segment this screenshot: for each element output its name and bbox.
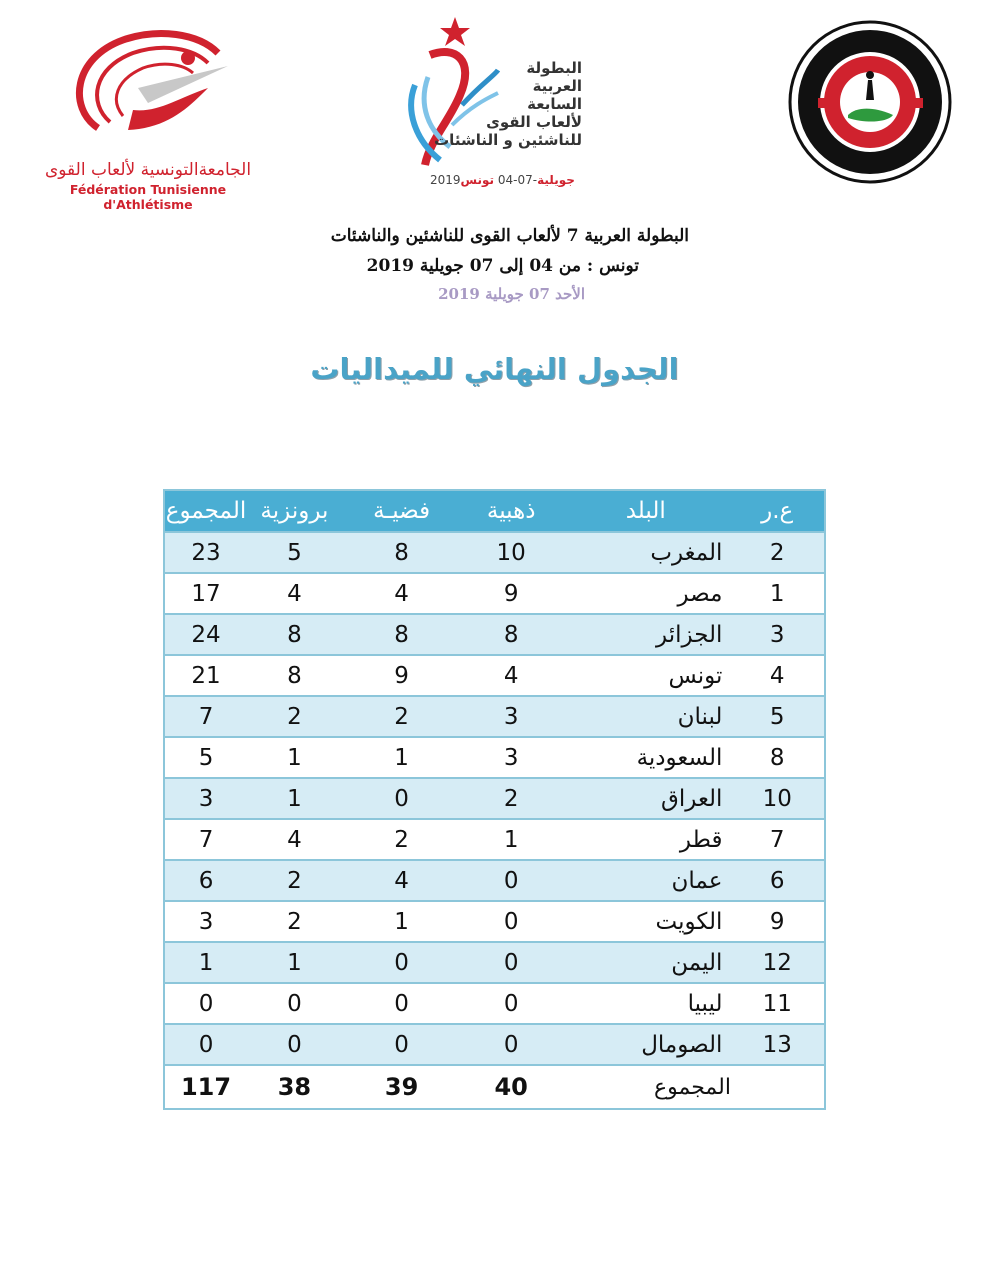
- cell-total: 6: [164, 860, 247, 901]
- cell-total: 7: [164, 819, 247, 860]
- cell-gold: 8: [461, 614, 561, 655]
- cell-gold: 9: [461, 573, 561, 614]
- arab-athletics-union-seal-icon: [788, 20, 953, 185]
- event-line-2: العربية: [532, 77, 582, 95]
- event-line-4: لألعاب القوى: [486, 113, 582, 131]
- table-row: [164, 983, 825, 1024]
- cell-bronze: 0: [247, 1024, 342, 1065]
- cell-total: 17: [164, 573, 247, 614]
- cell-rank: 13: [730, 1024, 825, 1065]
- cell-bronze: 2: [247, 696, 342, 737]
- table-row: [164, 655, 825, 696]
- cell-country: ليبيا: [561, 983, 730, 1024]
- cell-total: 3: [164, 778, 247, 819]
- table-row: [164, 696, 825, 737]
- logo-bar: [0, 0, 989, 210]
- header-silver: فضيـة: [342, 490, 462, 532]
- event-date-days: -07-04: [497, 173, 538, 187]
- event-line-5: للناشئين و الناشئات: [434, 131, 582, 149]
- totals-silver: 39: [342, 1065, 462, 1109]
- cell-country: الكويت: [561, 901, 730, 942]
- cell-silver: 1: [342, 737, 462, 778]
- totals-row: [164, 1065, 825, 1109]
- totals-bronze: 38: [247, 1065, 342, 1109]
- event-line-3: السابعة: [527, 95, 582, 113]
- event-line-1: البطولة: [526, 59, 582, 77]
- cell-bronze: 8: [247, 655, 342, 696]
- table-row: [164, 942, 825, 983]
- table-row: [164, 614, 825, 655]
- cell-gold: 1: [461, 819, 561, 860]
- header-line-1: البطولة العربية 7 لألعاب القوى للناشئين والناشئات: [330, 226, 689, 246]
- cell-rank: 9: [730, 901, 825, 942]
- cell-silver: 0: [342, 778, 462, 819]
- cell-gold: 0: [461, 901, 561, 942]
- cell-total: 23: [164, 532, 247, 573]
- cell-total: 5: [164, 737, 247, 778]
- event-date-month: جويلية: [537, 173, 575, 187]
- cell-rank: 1: [730, 573, 825, 614]
- federation-logo: [28, 18, 268, 212]
- cell-gold: 2: [461, 778, 561, 819]
- federation-name-ar: الجامعةالتونسية لألعاب القوى: [44, 160, 252, 180]
- cell-country: اليمن: [561, 942, 730, 983]
- cell-silver: 0: [342, 983, 462, 1024]
- header-bronze: برونزية: [247, 490, 342, 532]
- cell-silver: 0: [342, 1024, 462, 1065]
- cell-country: قطر: [561, 819, 730, 860]
- cell-country: لبنان: [561, 696, 730, 737]
- cell-bronze: 5: [247, 532, 342, 573]
- cell-total: 0: [164, 983, 247, 1024]
- cell-gold: 4: [461, 655, 561, 696]
- cell-total: 24: [164, 614, 247, 655]
- table-row: [164, 1024, 825, 1065]
- cell-country: الجزائر: [561, 614, 730, 655]
- cell-gold: 0: [461, 983, 561, 1024]
- cell-rank: 8: [730, 737, 825, 778]
- cell-rank: 11: [730, 983, 825, 1024]
- header-country: البلد: [561, 490, 730, 532]
- cell-gold: 0: [461, 860, 561, 901]
- cell-bronze: 2: [247, 860, 342, 901]
- table-row: [164, 532, 825, 573]
- cell-country: الصومال: [561, 1024, 730, 1065]
- cell-country: المغرب: [561, 532, 730, 573]
- cell-bronze: 4: [247, 819, 342, 860]
- federation-name-fr: Fédération Tunisienne d'Athlétisme: [69, 182, 227, 212]
- cell-rank: 10: [730, 778, 825, 819]
- cell-country: السعودية: [561, 737, 730, 778]
- cell-country: العراق: [561, 778, 730, 819]
- event-date-year: 2019: [430, 173, 461, 187]
- page-title: الجدول النهائي للميداليات: [310, 352, 679, 386]
- cell-bronze: 1: [247, 778, 342, 819]
- cell-bronze: 8: [247, 614, 342, 655]
- star-runner-icon: [400, 15, 500, 175]
- cell-country: عمان: [561, 860, 730, 901]
- cell-silver: 4: [342, 573, 462, 614]
- cell-bronze: 1: [247, 942, 342, 983]
- cell-country: مصر: [561, 573, 730, 614]
- header-date-line: الأحد 07 جويلية 2019: [438, 285, 585, 303]
- cell-silver: 0: [342, 942, 462, 983]
- cell-gold: 0: [461, 1024, 561, 1065]
- table-row: [164, 573, 825, 614]
- cell-rank: 3: [730, 614, 825, 655]
- cell-total: 21: [164, 655, 247, 696]
- cell-total: 0: [164, 1024, 247, 1065]
- cell-silver: 9: [342, 655, 462, 696]
- table-row: [164, 737, 825, 778]
- totals-label: المجموع: [561, 1065, 825, 1109]
- cell-rank: 2: [730, 532, 825, 573]
- cell-rank: 5: [730, 696, 825, 737]
- event-date: [430, 173, 575, 187]
- cell-gold: 0: [461, 942, 561, 983]
- table-row: [164, 901, 825, 942]
- cell-gold: 10: [461, 532, 561, 573]
- table-row: [164, 860, 825, 901]
- cell-silver: 2: [342, 696, 462, 737]
- cell-total: 7: [164, 696, 247, 737]
- cell-total: 3: [164, 901, 247, 942]
- cell-total: 1: [164, 942, 247, 983]
- cell-rank: 7: [730, 819, 825, 860]
- totals-gold: 40: [461, 1065, 561, 1109]
- runner-swoosh-icon: [28, 18, 268, 158]
- cell-bronze: 1: [247, 737, 342, 778]
- cell-rank: 4: [730, 655, 825, 696]
- cell-country: تونس: [561, 655, 730, 696]
- cell-bronze: 2: [247, 901, 342, 942]
- table-row: [164, 778, 825, 819]
- event-logo: [395, 15, 590, 195]
- header-total: المجموع: [164, 490, 247, 532]
- cell-gold: 3: [461, 696, 561, 737]
- cell-bronze: 0: [247, 983, 342, 1024]
- header-rank: ع.ر: [730, 490, 825, 532]
- cell-rank: 6: [730, 860, 825, 901]
- union-logo: [788, 20, 953, 185]
- cell-rank: 12: [730, 942, 825, 983]
- header-line-2: تونس : من 04 إلى 07 جويلية 2019: [366, 256, 639, 276]
- cell-bronze: 4: [247, 573, 342, 614]
- cell-silver: 2: [342, 819, 462, 860]
- totals-total: 117: [164, 1065, 247, 1109]
- table-row: [164, 819, 825, 860]
- medal-table: [163, 489, 826, 1110]
- table-header-row: [164, 490, 825, 532]
- event-city: تونس: [460, 173, 495, 187]
- cell-silver: 1: [342, 901, 462, 942]
- cell-gold: 3: [461, 737, 561, 778]
- header-gold: ذهبية: [461, 490, 561, 532]
- cell-silver: 8: [342, 532, 462, 573]
- cell-silver: 8: [342, 614, 462, 655]
- cell-silver: 4: [342, 860, 462, 901]
